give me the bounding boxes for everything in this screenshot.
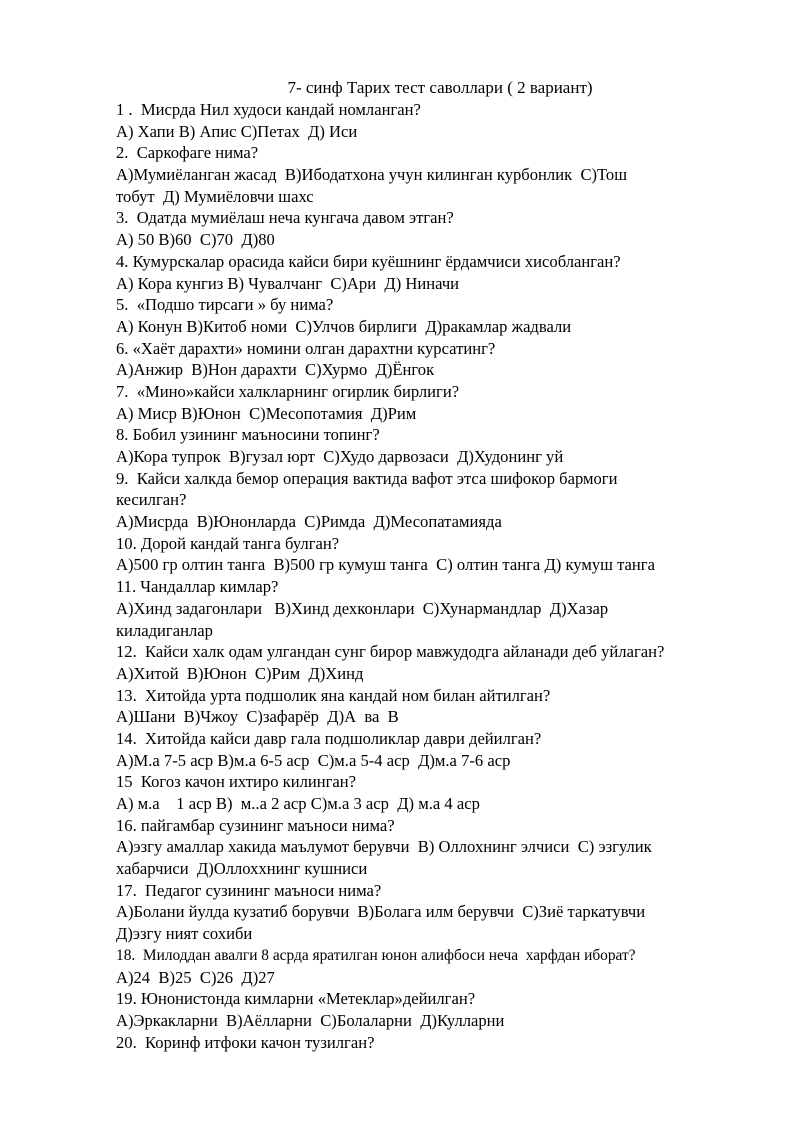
text-line: А)Анжир В)Нон дарахти С)Хурмо Д)Ёнгок	[116, 360, 435, 380]
text-line: тобут Д) Мумиёловчи шахс	[116, 186, 314, 206]
text-line: 10. Дорой кандай танга булган?	[116, 533, 340, 553]
text-line: 16. пайгамбар сузининг маъноси нима?	[116, 815, 395, 835]
text-line: А)Болани йулда кузатиб борувчи В)Болага илм берувчи С)Зиё таркатувчи	[116, 902, 646, 922]
text-line: 11. Чандаллар кимлар?	[116, 577, 279, 597]
text-line: хабарчиси Д)Оллоххнинг кушниси	[116, 859, 368, 879]
text-line: А) Миср В)Юнон С)Месопотамия Д)Рим	[116, 403, 417, 423]
text-line: 19. Юнонистонда кимларни «Метеклар»дейилган?	[116, 989, 476, 1009]
text-line: А) Кора кунгиз В) Чувалчанг С)Ари Д) Ниначи	[116, 273, 460, 293]
text-line: 20. Коринф итфоки качон тузилган?	[116, 1032, 375, 1052]
text-line: А)500 гр олтин танга В)500 гр кумуш танга С) олтин танга Д) кумуш танга	[116, 555, 655, 575]
text-line: А)Кора тупрок В)гузал юрт С)Худо дарвозаси Д)Худонинг уй	[116, 447, 564, 466]
text-line: А)Мумиёланган жасад В)Ибодатхона учун килинган курбонлик С)Тош	[116, 165, 627, 185]
text-line: 5. «Подшо тирсаги » бу нима?	[116, 295, 334, 315]
text-line: А) м.а 1 аср В) м..а 2 аср С)м.а 3 аср Д) м.а 4 аср	[116, 794, 480, 813]
text-line: А)Мисрда В)Юнонларда С)Римда Д)Месопатамияда	[116, 512, 502, 532]
text-line: Д)эзгу ният сохиби	[116, 924, 253, 944]
text-line: А) 50 В)60 С)70 Д)80	[116, 230, 275, 250]
text-line: 18. Милоддан авалги 8 асрда яратилган юнон алифбоси неча харфдан иборат?	[116, 946, 636, 964]
question-list	[116, 99, 766, 1053]
text-line: 2. Саркофаге нима?	[116, 143, 259, 163]
text-line: кесилган?	[116, 490, 187, 510]
text-line: 17. Педагог сузининг маъноси нима?	[116, 880, 382, 900]
text-line: А)М.а 7-5 аср В)м.а 6-5 аср С)м.а 5-4 аср Д)м.а 7-6 аср	[116, 750, 511, 770]
text-line: А)24 В)25 С)26 Д)27	[116, 967, 275, 987]
text-line: А) Конун В)Китоб номи С)Улчов бирлиги Д)ракамлар жадвали	[116, 316, 572, 336]
text-line: 15 Когоз качон ихтиро килинган?	[116, 772, 357, 792]
text-line: 3. Одатда мумиёлаш неча кунгача давом этган?	[116, 208, 454, 228]
text-line: А)Эркакларни В)Аёлларни С)Болаларни Д)Кулларни	[116, 1010, 505, 1030]
text-line: 8. Бобил узининг маъносини топинг?	[116, 425, 380, 445]
text-line: А)Хинд задагонлари В)Хинд дехконлари С)Хунармандлар Д)Хазар	[116, 598, 609, 618]
text-line: 6. «Хаёт дарахти» номини олган дарахтни курсатинг?	[116, 338, 496, 358]
page-title: 7- синф Тарих тест саволлари ( 2 вариант)	[287, 78, 593, 97]
text-line: 4. Кумурскалар орасида кайси бири куёшнинг ёрдамчиси хисобланган?	[116, 251, 621, 271]
text-line: 12. Кайси халк одам улгандан сунг бирор мавжудодга айланади деб уйлаган?	[116, 642, 665, 662]
text-line: А)эзгу амаллар хакида маълумот берувчи В) Оллохнинг элчиси С) эзгулик	[116, 837, 652, 857]
text-line: 13. Хитойда урта подшолик яна кандай ном билан айтилган?	[116, 685, 551, 705]
text-line: киладиганлар	[116, 620, 213, 640]
text-line: А)Хитой В)Юнон С)Рим Д)Хинд	[116, 663, 364, 683]
text-line: А) Хапи В) Апис С)Петах Д) Иси	[116, 121, 358, 141]
text-line: 14. Хитойда кайси давр гала подшоликлар даври дейилган?	[116, 728, 542, 748]
text-line: А)Шани В)Чжоу С)зафарёр Д)А ва В	[116, 707, 399, 727]
text-line: 9. Кайси халкда бемор операция вактида вафот этса шифокор бармоги	[116, 468, 618, 488]
text-line: 7. «Мино»кайси халкларнинг огирлик бирлиги?	[116, 381, 460, 401]
text-line: 1 . Мисрда Нил худоси кандай номланган?	[116, 100, 421, 119]
